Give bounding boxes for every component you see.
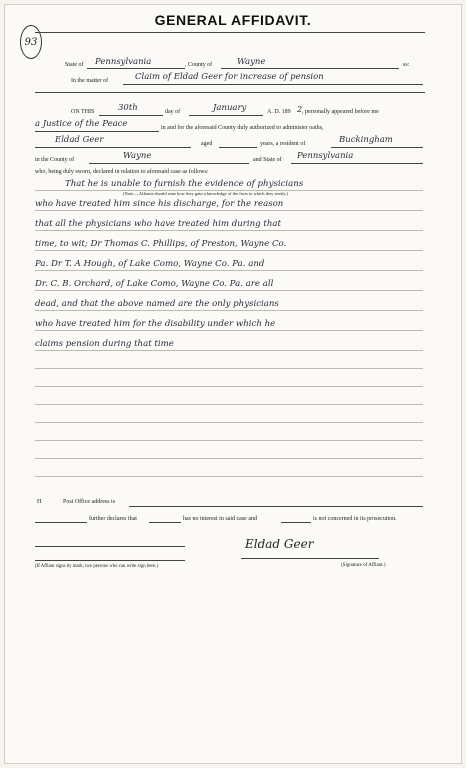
rule-line — [35, 458, 423, 459]
rule-line — [35, 290, 423, 291]
ad-label: A. D. 189 — [267, 109, 291, 115]
statement-line: who have treated him since his discharge, for the reason — [35, 199, 284, 209]
h-mark: H — [37, 499, 42, 505]
document-title: GENERAL AFFIDAVIT. — [154, 12, 312, 28]
rule-line — [35, 230, 423, 231]
no-interest-label: has no interest in said case and — [183, 516, 257, 522]
further-underline — [35, 522, 87, 523]
statement-line: claims pension during that time — [35, 339, 174, 349]
rule-line — [35, 404, 423, 405]
rule-line — [35, 386, 423, 387]
matter-underline — [123, 84, 423, 85]
statement-line: dead, and that the above named are the only physicians — [35, 299, 279, 309]
sworn-text: who, being duly sworn, declared in relation to aforesaid case as follows: — [35, 169, 209, 175]
matter-value: Claim of Eldad Geer for increase of pension — [135, 72, 324, 82]
year-digit: 2 — [297, 105, 303, 114]
county-value: Wayne — [237, 57, 266, 67]
rule-line — [35, 440, 423, 441]
further-label: further declares that — [89, 516, 137, 522]
party2-underline — [281, 522, 311, 523]
state-value: Pennsylvania — [95, 57, 152, 67]
party-underline — [149, 522, 181, 523]
rule-line — [35, 210, 423, 211]
personally-label: , personally appeared before me — [302, 109, 379, 115]
officer-underline — [35, 131, 159, 132]
not-concerned-label: is not concerned in its prosecution. — [313, 516, 397, 522]
state-underline — [87, 68, 185, 69]
rule-line — [35, 476, 423, 477]
on-this-label: ON THIS — [71, 109, 95, 115]
header-rule — [35, 92, 425, 93]
day-value: 30th — [118, 103, 138, 113]
day-underline — [99, 115, 163, 116]
day-of-label: day of — [165, 109, 181, 115]
state2-value: Pennsylvania — [297, 151, 354, 161]
signature-label: (Signature of Affiant.) — [341, 563, 386, 568]
resident-label: years, a resident of — [260, 141, 306, 147]
county-label: , County of — [185, 62, 213, 68]
mark-note: (If Affiant signs by mark, two persons who can write sign here.) — [35, 564, 158, 569]
witness-line-2 — [35, 560, 185, 561]
statement-line: who have treated him for the disability under which he — [35, 319, 276, 329]
witness-line-1 — [35, 546, 185, 547]
aged-label: aged — [201, 141, 213, 147]
county2-underline — [89, 163, 249, 164]
matter-label: In the matter of — [71, 78, 109, 84]
page-number-mark — [20, 25, 42, 59]
title-rule — [35, 32, 425, 33]
rule-line — [35, 422, 423, 423]
rule-line — [35, 310, 423, 311]
residence-underline — [331, 147, 423, 148]
rule-line — [35, 330, 423, 331]
state-text: and State of — [253, 157, 282, 163]
county2-value: Wayne — [123, 151, 152, 161]
post-office-underline — [129, 506, 423, 507]
county-text: in the County of — [35, 157, 75, 163]
note-text: (Note.—Affiants should state how they gain a knowledge of the facts to which they testify.) — [123, 191, 289, 196]
page-number-text: 93 — [24, 36, 38, 48]
officer-value: a Justice of the Peace — [35, 119, 128, 129]
month-underline — [189, 115, 263, 116]
affidavit-page — [4, 4, 462, 764]
residence-value: Buckingham — [339, 135, 393, 145]
ss-label: ss: — [403, 62, 410, 68]
statement-line: that all the physicians who have treated him during that — [35, 219, 281, 229]
statement-line: Dr. C. B. Orchard, of Lake Como, Wayne Co. Pa. are all — [35, 279, 274, 289]
state2-underline — [291, 163, 423, 164]
statement-line: That he is unable to furnish the evidence of physicians — [65, 179, 304, 189]
post-office-label: Post Office address is — [63, 499, 116, 505]
statement-line: Pa. Dr T. A Hough, of Lake Como, Wayne Co. Pa. and — [35, 259, 265, 269]
rule-line — [35, 350, 423, 351]
month-value: January — [213, 103, 247, 113]
rule-line — [35, 368, 423, 369]
county-underline — [221, 68, 399, 69]
state-label: State of — [65, 62, 84, 68]
affiant-signature: Eldad Geer — [245, 537, 314, 551]
statement-line: time, to wit; Dr Thomas C. Phillips, of Preston, Wayne Co. — [35, 239, 287, 249]
affiant-name-value: Eldad Geer — [55, 135, 104, 145]
name-underline — [35, 147, 191, 148]
rule-line — [35, 270, 423, 271]
age-underline — [219, 147, 257, 148]
rule-line — [35, 250, 423, 251]
officer-suffix: in and for the aforesaid County duly authorized to administer oaths, — [161, 125, 324, 131]
signature-underline — [241, 558, 379, 559]
